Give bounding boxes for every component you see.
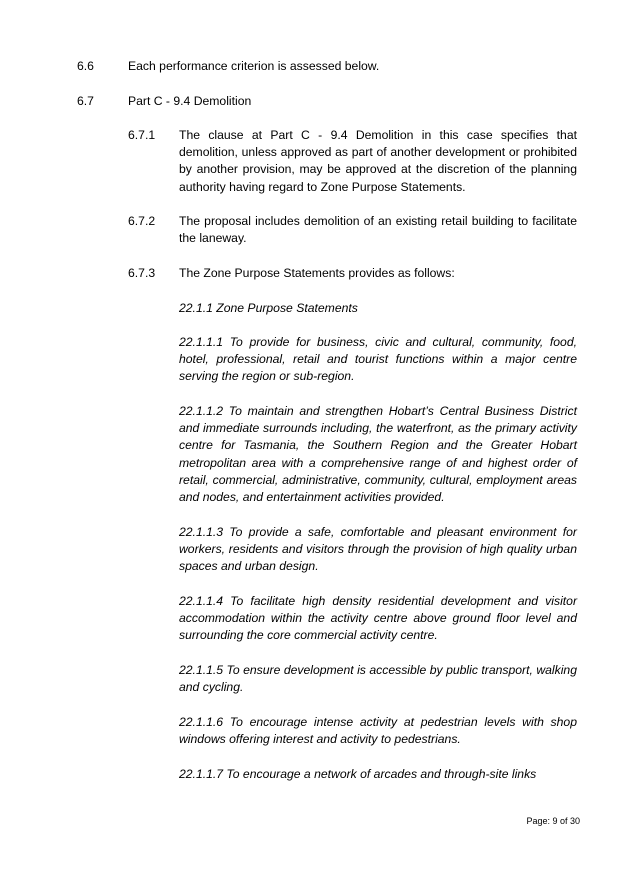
subitem-number: 6.7.3	[128, 266, 156, 280]
quote-statement: 22.1.1.5 To ensure development is accessible by public transport, walking and cycling.	[179, 663, 577, 695]
subitem-text: The clause at Part C - 9.4 Demolition in this case specifies that demolition, unless approved as part of another development or prohibited by another provision, may be approved at the discretion of the planning authority having regard to Zone Purpose Statements.	[179, 128, 577, 194]
quote-statement: 22.1.1.3 To provide a safe, comfortable and pleasant environment for workers, residents and visitors through the provision of high quality urban spaces and urban design.	[179, 525, 577, 574]
quote-statement: 22.1.1.4 To facilitate high density residential development and visitor accommodation within the activity centre above ground floor level and surrounding the core commercial activity centre.	[179, 594, 577, 643]
item-text: Each performance criterion is assessed below.	[128, 59, 380, 73]
subitem-text: The Zone Purpose Statements provides as follows:	[179, 266, 455, 280]
subitem-number: 6.7.2	[128, 214, 156, 228]
page-number: Page: 9 of 30	[526, 816, 580, 826]
item-text: Part C - 9.4 Demolition	[128, 94, 252, 108]
subitem-text: The proposal includes demolition of an existing retail building to facilitate the laneway.	[179, 214, 577, 246]
quote-statement: 22.1.1.7 To encourage a network of arcades and through-site links	[179, 767, 537, 781]
quote-statement: 22.1.1.6 To encourage intense activity at pedestrian levels with shop windows offering interest and activity to pedestrians.	[179, 715, 577, 747]
subitem-number: 6.7.1	[128, 128, 156, 142]
item-number: 6.7	[77, 94, 94, 108]
quote-heading: 22.1.1 Zone Purpose Statements	[179, 301, 358, 315]
quote-statement: 22.1.1.2 To maintain and strengthen Hobart’s Central Business District and immediate surrounds including, the waterfront, as the primary activity centre for Tasmania, the Southern Region and the Greater Hobart metropolitan area with a comprehensive range of and highest order of retail, commercial, administrative, community, cultural, employment areas and nodes, and entertainment activities provided.	[179, 404, 577, 505]
quote-statement: 22.1.1.1 To provide for business, civic and cultural, community, food, hotel, professional, retail and tourist functions within a major centre serving the region or sub-region.	[179, 335, 577, 384]
item-number: 6.6	[77, 59, 94, 73]
